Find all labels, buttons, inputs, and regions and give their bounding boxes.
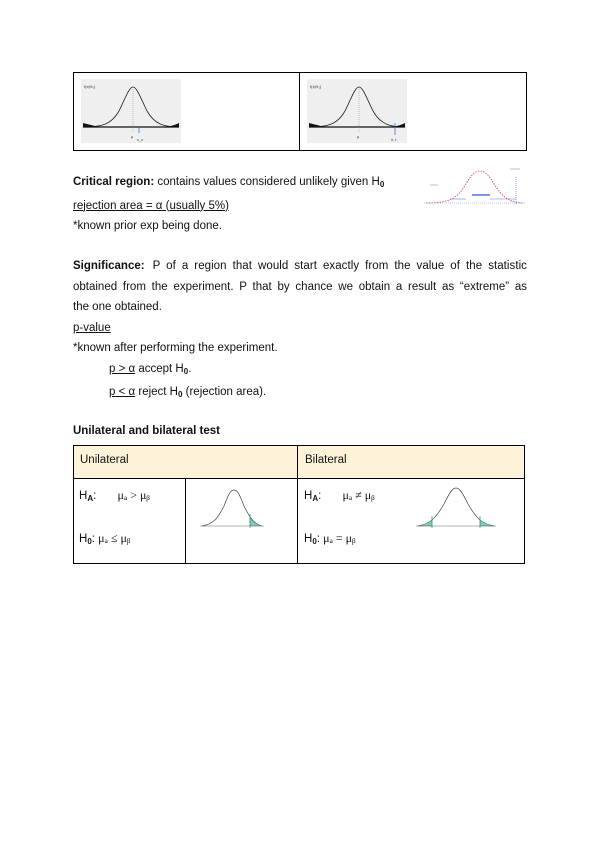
mu-label: μ	[131, 134, 134, 139]
table-divider	[297, 446, 298, 563]
critical-region-text: contains values considered unlikely given H	[157, 176, 380, 188]
critical-label: x̄, t	[391, 137, 397, 142]
plot-label: f(x|H₁)	[310, 84, 322, 89]
uni-ha-relation: μₐ > μᵦ	[117, 488, 150, 502]
bilateral-plot	[414, 482, 498, 530]
critical-label: x_c	[137, 137, 144, 142]
distribution-plot-h1	[307, 79, 407, 143]
uni-plot-divider	[185, 478, 186, 563]
significance-text-2: obtained from the experiment. P that by chance we obtain a result as “extreme” as	[73, 280, 527, 293]
significance-note: *known after performing the experiment.	[73, 342, 278, 354]
p-value-label: p-value	[73, 321, 111, 334]
figure-table	[73, 72, 527, 151]
uni-h0: $H_0$: μₐ ≤ μᵦ	[79, 531, 131, 546]
significance-section	[73, 256, 527, 406]
significance-text-3: the one obtained.	[73, 301, 162, 313]
uni-h0-relation: μₐ ≤ μᵦ	[98, 531, 131, 545]
accept-condition: p > α	[109, 362, 136, 375]
critical-region-note: *known prior exp being done.	[73, 220, 222, 232]
table-header-row	[74, 446, 524, 479]
reject-condition: p < α	[109, 386, 136, 398]
significance-heading: Significance:	[73, 260, 145, 272]
bi-ha: $H_A$: μₐ ≠ μᵦ	[304, 488, 375, 503]
accept-rule: p > α accept $H_0$.	[109, 362, 192, 376]
plot-label: f(x|H₀)	[84, 84, 96, 89]
rejection-area: rejection area = α (usually 5%)	[73, 199, 229, 212]
header-unilateral: Unilateral	[80, 454, 129, 466]
test-table	[73, 445, 525, 564]
significance-text-1: P of a region that would start exactly from the value of the statistic	[152, 260, 527, 272]
bi-h0: $H_0$: μₐ = μᵦ	[304, 531, 356, 546]
mu-label: μ	[357, 134, 360, 139]
critical-region-line: Critical region: contains values considered unlikely given $H_0$	[73, 176, 385, 189]
table-divider	[299, 73, 300, 150]
critical-region-heading: Critical region:	[73, 176, 155, 188]
tests-heading-row	[73, 421, 220, 442]
critical-region-section	[73, 172, 413, 237]
reject-rule: p < α reject $H_0$ (rejection area).	[109, 386, 267, 399]
distribution-plot-h0	[81, 79, 181, 143]
rejection-region-diagram	[420, 165, 528, 209]
significance-line-1	[73, 256, 527, 277]
bi-h0-relation: μₐ = μᵦ	[323, 531, 356, 545]
unilateral-plot	[196, 484, 266, 530]
uni-ha: $H_A$: μₐ > μᵦ	[79, 488, 150, 503]
bi-ha-relation: μₐ ≠ μᵦ	[342, 488, 375, 502]
tests-heading: Unilateral and bilateral test	[73, 425, 220, 437]
reject-text: reject H	[138, 386, 178, 398]
header-bilateral: Bilateral	[305, 454, 347, 466]
accept-text: accept H	[138, 362, 184, 375]
